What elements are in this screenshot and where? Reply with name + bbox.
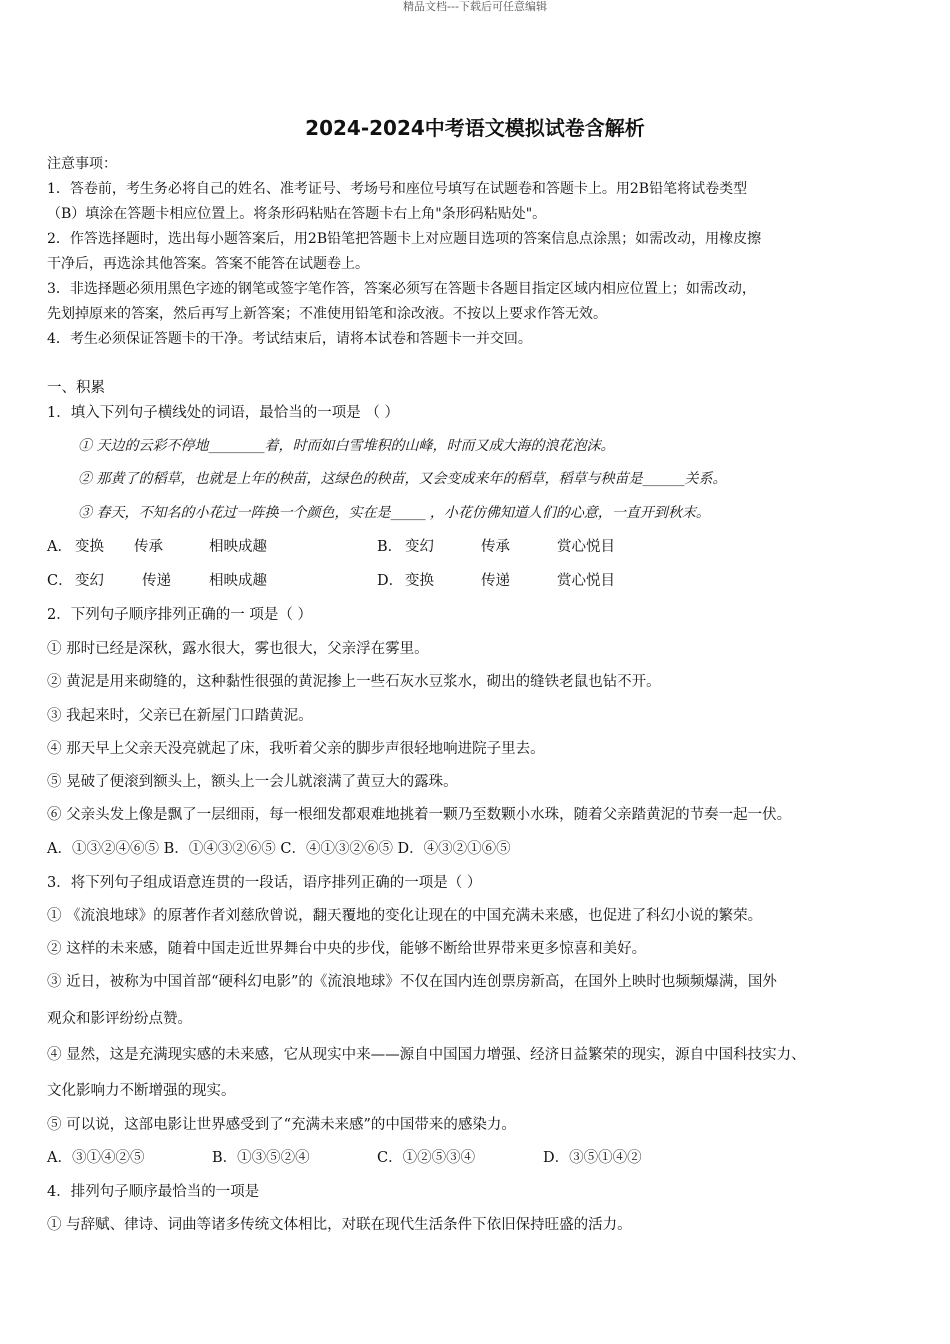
question-4-stem: 4．排列句子顺序最恰当的一项是	[47, 1184, 260, 1200]
notice-line: （B）填涂在答题卡相应位置上。将条形码粘贴在答题卡右上角"条形码粘贴处"。	[47, 206, 547, 222]
notice-line: 先划掉原来的答案，然后再写上新答案；不准使用铅笔和涂改液。不按以上要求作答无效。	[47, 306, 607, 322]
option-c-label: C．	[47, 573, 73, 589]
notice-line: 干净后，再选涂其他答案。答案不能答在试题卷上。	[47, 256, 369, 272]
option-c-word: 相映成趣	[209, 573, 267, 589]
option-d-word: 变换	[405, 573, 434, 589]
question-2-sentence: ④ 那天早上父亲天没亮就起了床，我听着父亲的脚步声很轻地响进院子里去。	[47, 741, 545, 757]
option-d-label: D．	[377, 573, 404, 589]
option-a-word: 传承	[134, 539, 163, 555]
question-3-sentence: ② 这样的未来感，随着中国走近世界舞台中央的步伐，能够不断给世界带来更多惊喜和美好。	[47, 941, 647, 957]
page-header: 精品文档---下载后可任意编辑	[403, 0, 547, 13]
option-d-word: 传递	[481, 573, 510, 589]
option-a-word: 变换	[75, 539, 104, 555]
option-b-word: 传承	[481, 539, 510, 555]
option-c-word: 传递	[142, 573, 171, 589]
question-3-option-c: C．①②⑤③④	[377, 1150, 476, 1166]
section-heading: 一、积累	[47, 380, 105, 396]
question-3-sentence: 文化影响力不断增强的现实。	[47, 1083, 236, 1099]
option-b-word: 变幻	[405, 539, 434, 555]
notice-line: 4．考生必须保证答题卡的干净。考试结束后，请将本试卷和答题卡一并交回。	[47, 331, 532, 347]
notice-line: 2．作答选择题时，选出每小题答案后，用2B铅笔把答题卡上对应题目选项的答案信息点涂黑；如需改动，用橡皮擦	[47, 231, 762, 247]
question-1-sentence: ③ 春天，不知名的小花过一阵换一个颜色，实在是_____ ，小花仿佛知道人们的心意，一直开到秋末。	[78, 505, 710, 521]
question-3-sentence: ⑤ 可以说，这部电影让世界感受到了“充满未来感”的中国带来的感染力。	[47, 1117, 516, 1133]
question-2-stem: 2．下列句子顺序排列正确的一 项是（ ）	[47, 607, 312, 623]
question-1-sentence: ① 天边的云彩不停地________着，时而如白雪堆积的山峰，时而又成大海的浪花泡沫。	[78, 438, 615, 454]
option-b-word: 赏心悦目	[557, 539, 615, 555]
page-title: 2024-2024中考语文模拟试卷含解析	[305, 116, 645, 140]
question-3-sentence: 观众和影评纷纷点赞。	[47, 1011, 192, 1027]
option-d-word: 赏心悦目	[557, 573, 615, 589]
question-2-sentence: ① 那时已经是深秋，露水很大，雾也很大，父亲浮在雾里。	[47, 641, 429, 657]
question-1-sentence: ② 那黄了的稻草，也就是上年的秧苗，这绿色的秧苗，又会变成来年的稻草，稻草与秧苗是______关系。	[78, 471, 727, 487]
notice-heading: 注意事项：	[47, 156, 117, 172]
question-3-option-b: B．①③⑤②④	[212, 1150, 310, 1166]
question-3-option-a: A．③①④②⑤	[47, 1150, 145, 1166]
notice-line: 1．答卷前，考生务必将自己的姓名、准考证号、考场号和座位号填写在试题卷和答题卡上。用2B铅笔将试卷类型	[47, 181, 748, 197]
option-a-word: 相映成趣	[209, 539, 267, 555]
question-1-stem: 1．填入下列句子横线处的词语，最恰当的一项是 （ ）	[47, 405, 399, 421]
question-2-sentence: ③ 我起来时，父亲已在新屋门口踏黄泥。	[47, 708, 313, 724]
question-2-options: A．①③②④⑥⑤ B．①④③②⑥⑤ C．④①③②⑥⑤ D．④③②①⑥⑤	[47, 841, 511, 857]
option-c-word: 变幻	[75, 573, 104, 589]
option-b-label: B．	[377, 539, 403, 555]
option-a-label: A．	[47, 539, 72, 555]
question-2-sentence: ⑤ 晃破了便滚到额头上，额头上一会儿就滚满了黄豆大的露珠。	[47, 774, 458, 790]
question-2-sentence: ② 黄泥是用来砌缝的，这种黏性很强的黄泥掺上一些石灰水豆浆水，砌出的缝铁老鼠也钻不开。	[47, 674, 661, 690]
question-3-sentence: ④ 显然，这是充满现实感的未来感，它从现实中来——源自中国国力增强、经济日益繁荣的现实，源自中国科技实力、	[47, 1047, 806, 1063]
question-3-sentence: ① 《流浪地球》的原著作者刘慈欣曾说，翻天覆地的变化让现在的中国充满未来感，也促进了科幻小说的繁荣。	[47, 908, 763, 924]
question-3-stem: 3．将下列句子组成语意连贯的一段话，语序排列正确的一项是（ ）	[47, 875, 482, 891]
question-3-option-d: D．③⑤①④②	[543, 1150, 642, 1166]
notice-line: 3．非选择题必须用黑色字迹的钢笔或签字笔作答，答案必须写在答题卡各题目指定区域内相应位置上；如需改动，	[47, 281, 756, 297]
question-2-sentence: ⑥ 父亲头发上像是飘了一层细雨，每一根细发都艰难地挑着一颗乃至数颗小水珠，随着父亲踏黄泥的节奏一起一伏。	[47, 807, 792, 823]
question-3-sentence: ③ 近日，被称为中国首部“硬科幻电影”的《流浪地球》不仅在国内连创票房新高，在国外上映时也频频爆满，国外	[47, 974, 777, 990]
question-4-sentence: ① 与辞赋、律诗、词曲等诸多传统文体相比，对联在现代生活条件下依旧保持旺盛的活力。	[47, 1217, 632, 1233]
